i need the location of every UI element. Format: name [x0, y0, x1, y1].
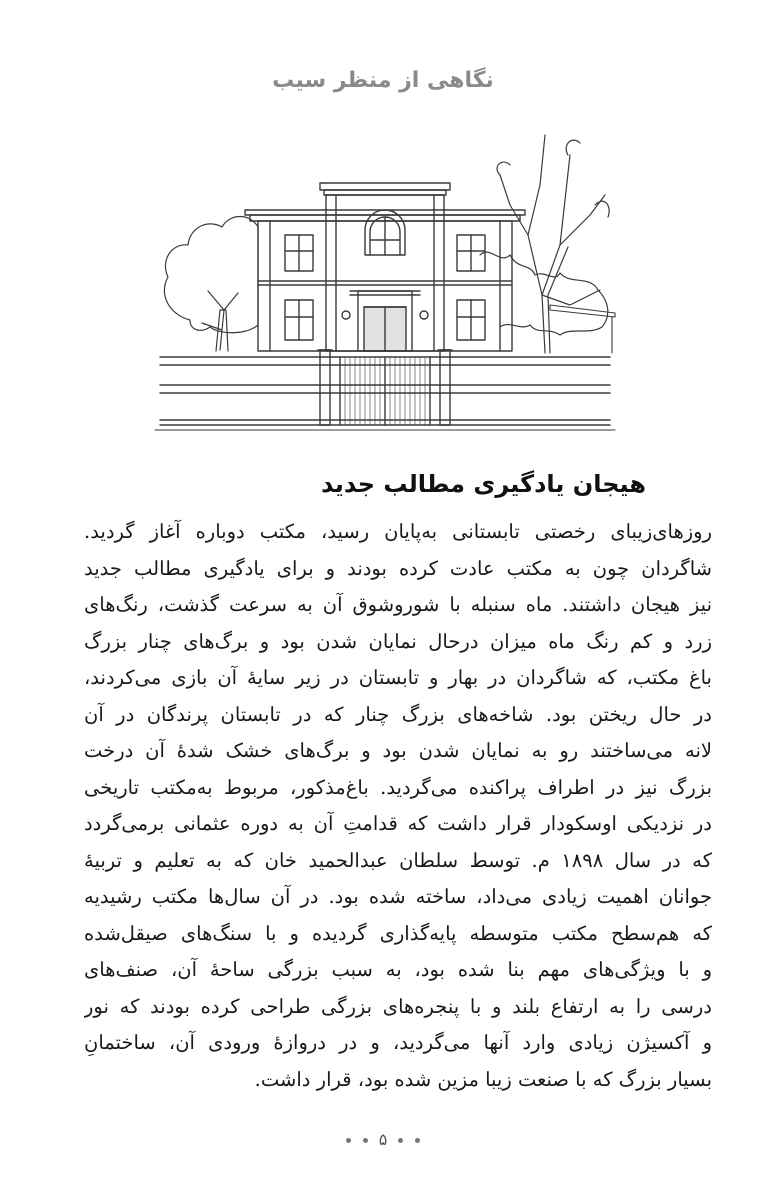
text-line: بزرگ نیز در اطراف پراکنده می‌گردید. باغ‌مذکور، مربوط به‌مکتب تاریخی — [84, 775, 712, 799]
text-line: روزهای‌زیبای رخصتی تابستانی به‌پایان رسید، مکتب دوباره آغاز گردید. — [84, 520, 712, 543]
text-line: که در سال ۱۸۹۸ م. توسط سلطان عبدالحمید خان که به تعلیم و تربیهٔ — [84, 848, 712, 872]
text-line: و آکسیژن زیادی وارد آنها می‌گردید، و در دروازهٔ ورودی آن، ساختمانِ — [84, 1031, 712, 1054]
text-line: جوانان اهمیت زیادی می‌داد، ساخته شده بود. در آن سال‌ها مکتب رشیدیه — [84, 885, 712, 908]
page-dot-left-inner — [398, 1138, 403, 1143]
text-line: و با ویژگی‌های مهم بنا شده بود، به سبب بزرگی ساحهٔ آن، صنف‌های — [84, 958, 712, 981]
section-heading: هیجان یادگیری مطالب جدید — [320, 470, 646, 498]
building — [245, 183, 525, 351]
page-dot-right-inner — [363, 1138, 368, 1143]
text-line: باغ مکتب، که شاگردان در بهار و تابستان در زیر سایهٔ آن بازی می‌کردند، — [84, 666, 712, 689]
school-building-illustration — [150, 95, 620, 435]
left-tree — [164, 217, 258, 352]
text-line: بسیار بزرگ که با صنعت زیبا مزین شده بود، قرار داشت. — [254, 1067, 712, 1091]
text-line: شاگردان چون به مکتب عادت کرده بودند و برای یادگیری مطالب جدید — [84, 556, 712, 580]
text-line: در حال ریختن بود. شاخه‌های بزرگ چنار که در تابستان پرندگان در آن — [84, 702, 712, 726]
page-number — [0, 1130, 766, 1149]
page-number-value: ۵ — [378, 1130, 388, 1149]
running-header: نگاهی از منظر سیب — [272, 68, 494, 93]
body-paragraph — [84, 514, 712, 1098]
text-line: لانه می‌ساختند رو به نمایان شدن بود و برگ‌های خشک شدهٔ آن درخت — [84, 739, 712, 762]
text-line: در نزدیکی اوسکودار قرار داشت که قدامتِ آن به دوره عثمانی برمی‌گردد — [84, 812, 712, 835]
page-dot-left — [415, 1138, 420, 1143]
text-line: درسی را به ارتفاع بلند و با پنجره‌های بزرگی طراحی کرده بودند که نور — [84, 994, 712, 1018]
text-line: که هم‌سطح مکتب متوسطه پایه‌گذاری گردیده و با سنگ‌های صیقل‌شده — [84, 921, 712, 945]
fence — [160, 350, 610, 425]
page-dot-right — [346, 1138, 351, 1143]
text-line: نیز هیجان داشتند. ماه سنبله با شوروشوق آن به سرعت گذشت، رنگ‌های — [84, 593, 712, 616]
text-line: زرد و کم رنگ ماه میزان درحال نمایان شدن بود و برگ‌های چنار بزرگ — [84, 629, 712, 653]
